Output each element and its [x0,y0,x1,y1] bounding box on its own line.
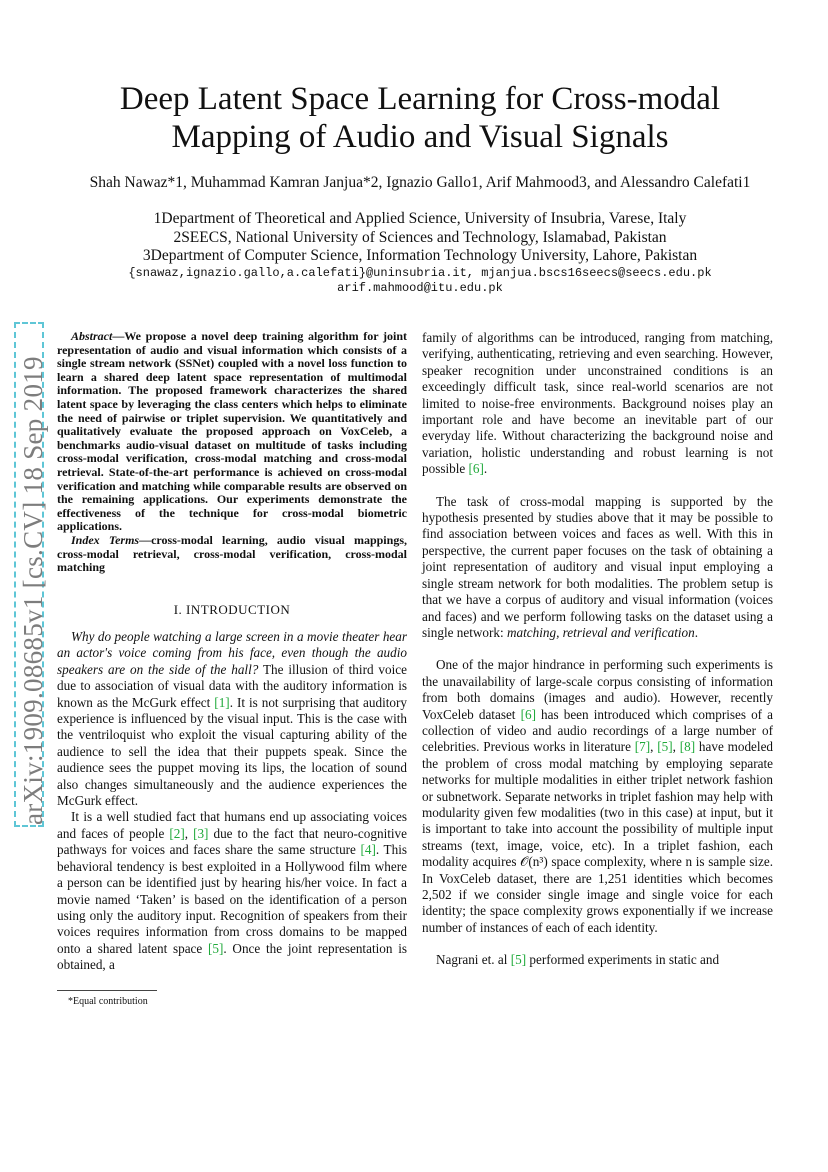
author-list: Shah Nawaz*1, Muhammad Kamran Janjua*2, Ignazio Gallo1, Arif Mahmood3, and Alessandro Calefati1 [89,174,751,191]
text-run: have modeled the problem of cross modal matching by employing separate networks for multiple modalities in either triplet network fashion or subnetwork. Separate networks in triplet fashion may help with modularity given few modalities (two in this case) at input, but it is important to take into account the possibility of multiple input streams (text, image, voice, etc). In a triplet fashion, each modality acquires 𝒪(n³) space complexity, where n is sample size. In VoxCeleb dataset, there are 1,251 identities which becomes 2,502 if we consider single image and single voice for each identity; the space complexity grows exponentially if we increase number of instances of each of each identity. [422,739,774,935]
text-run: The task of cross-modal mapping is supported by the hypothesis presented by studies above that it may be possible to find association between voices and faces as well. With this in perspective, the current paper focuses on the task of obtaining a joint representation of auditory and visual input employing a single stream network for both modalities. The problem setup is that we have a corpus of auditory and visual information (voices and faces) and we perform following tasks on the dataset using a single network: [422,493,773,640]
intro-paragraph-4 [422,494,773,642]
footnote: *Equal contribution [68,996,148,1007]
affiliation-2: 2SEECS, National University of Sciences and Technology, Islamabad, Pakistan [173,229,667,246]
text-run: , [184,825,194,841]
index-terms [57,534,407,575]
footnote-rule [57,990,157,991]
citation-link[interactable]: [8] [679,739,696,755]
citation-link[interactable]: [6] [520,706,536,722]
intro-paragraph-6 [422,952,773,968]
email-line-1: {snawaz,ignazio.gallo,a.calefati}@uninsubria.it, mjanjua.bscs16seecs@seecs.edu.pk [128,266,712,280]
intro-paragraph-5 [422,657,773,936]
intro-question: Why do people watching a large screen in a movie theater hear an actor's voice coming from his face, even though the audio speakers are on the side of the hall? [57,629,407,677]
text-run: . This behavioral tendency is best exploited in a Hollywood film where a person can be identified just by hearing his/her voice. In fact a movie named ‘Taken’ is based on the identification of a person using only the auditory input. Recognition of speakers from their voices requires information from cross domains to be mapped onto a shared latent space [57,842,407,956]
abstract-text: —We propose a novel deep training algorithm for joint representation of audio and visual information which consists of a single stream network (SSNet) coupled with a novel loss function to learn a shared deep latent space representation of multimodal information. The proposed framework characterizes the shared latent space by leveraging the class centers which helps to eliminate the need of pairwise or triplet supervision. We quantitatively and qualitatively evaluate the proposed approach on VoxCeleb, a benchmarks audio-visual dataset on multitude of tasks including cross-modal verification, cross-modal matching and cross-modal retrieval. State-of-the-art performance is achieved on cross-modal verification and matching while comparable results are observed on the remaining applications. Our experiments demonstrate the effectiveness of the technique for cross-modal biometric applications. [57,329,407,534]
intro-left-column [57,629,407,974]
citation-link[interactable]: [2] [169,825,185,841]
abstract [57,330,407,534]
text-run: . It is not surprising that auditory experience is influenced by the visual input. This is the case with the ventriloquist who exploit the visual capturing ability of the audience to sell the idea that their puppets speak. Since the audience sees the puppet moving its lips, the location of sound also changes simultaneously and the audience experiences the McGurk effect. [57,694,407,809]
citation-link[interactable]: [5] [510,952,527,968]
citation-link[interactable]: [7] [634,739,651,755]
text-run: . [483,461,488,477]
intro-paragraph-2 [57,809,407,973]
text-run: Nagrani et. al [436,952,511,968]
text-run: performed experiments in static and [526,952,720,968]
email-line-2: arif.mahmood@itu.edu.pk [337,281,503,295]
abstract-label: Abstract [71,329,113,343]
index-terms-label: Index Terms [71,532,140,547]
text-run: , [650,739,658,755]
citation-link[interactable]: [5] [208,940,224,956]
index-terms-text: —cross-modal learning, audio visual mappings, cross-modal retrieval, cross-modal verification, cross-modal matching [57,532,407,575]
arxiv-stamp: arXiv:1909.08685v1 [cs.CV] 18 Sep 2019 [18,356,48,825]
intro-right-column [422,330,773,969]
text-run: . [694,624,699,640]
intro-paragraph-3 [422,330,773,478]
text-run: due to the fact that neuro-cognitive pathways for voices and faces share the same structure [57,825,408,858]
citation-link[interactable]: [4] [360,842,376,858]
section-heading-introduction: I. INTRODUCTION [173,602,291,617]
text-run: The illusion of third voice due to association of visual data with the auditory information is known as the McGurk effect [57,661,407,710]
text-run: It is a well studied fact that humans end up associating voices and faces of people [57,809,407,841]
text-run: has been introduced which comprises of a collection of video and audio recordings of a large number of celebrities. Previous works in literature [422,706,774,755]
text-run: . Once the joint representation is obtained, a [57,940,407,973]
affiliation-3: 3Department of Computer Science, Information Technology University, Lahore, Pakistan [142,247,698,264]
affiliation-1: 1Department of Theoretical and Applied Science, University of Insubria, Varese, Italy [153,210,687,227]
paper-title: Deep Latent Space Learning for Cross-modal Mapping of Audio and Visual Signals [119,81,721,155]
text-run: family of algorithms can be introduced, ranging from matching, verifying, authenticating, retrieving and even searching. However, speaker recognition under unconstrained conditions is an exceedingly difficult task, since real-world scenarios are not limited to noise-free environments. Background noises play an important role and have become an inevitable part of our everyday life. Without characterizing the background noise and variation, holistic understanding and robust learning is not possible [422,330,773,477]
citation-link[interactable]: [5] [657,739,673,755]
citation-link[interactable]: [1] [214,694,230,710]
text-run: , [672,739,680,755]
intro-paragraph-1 [57,629,407,809]
abstract-block [57,330,407,575]
text-run: One of the major hindrance in performing such experiments is the unavailability of large-scale corpus consisting of information from both domains (images and audio). However, recently VoxCeleb dataset [422,657,773,722]
citation-link[interactable]: [3] [193,825,209,841]
text-run: matching, retrieval and verification [506,624,695,640]
citation-link[interactable]: [6] [468,461,484,477]
